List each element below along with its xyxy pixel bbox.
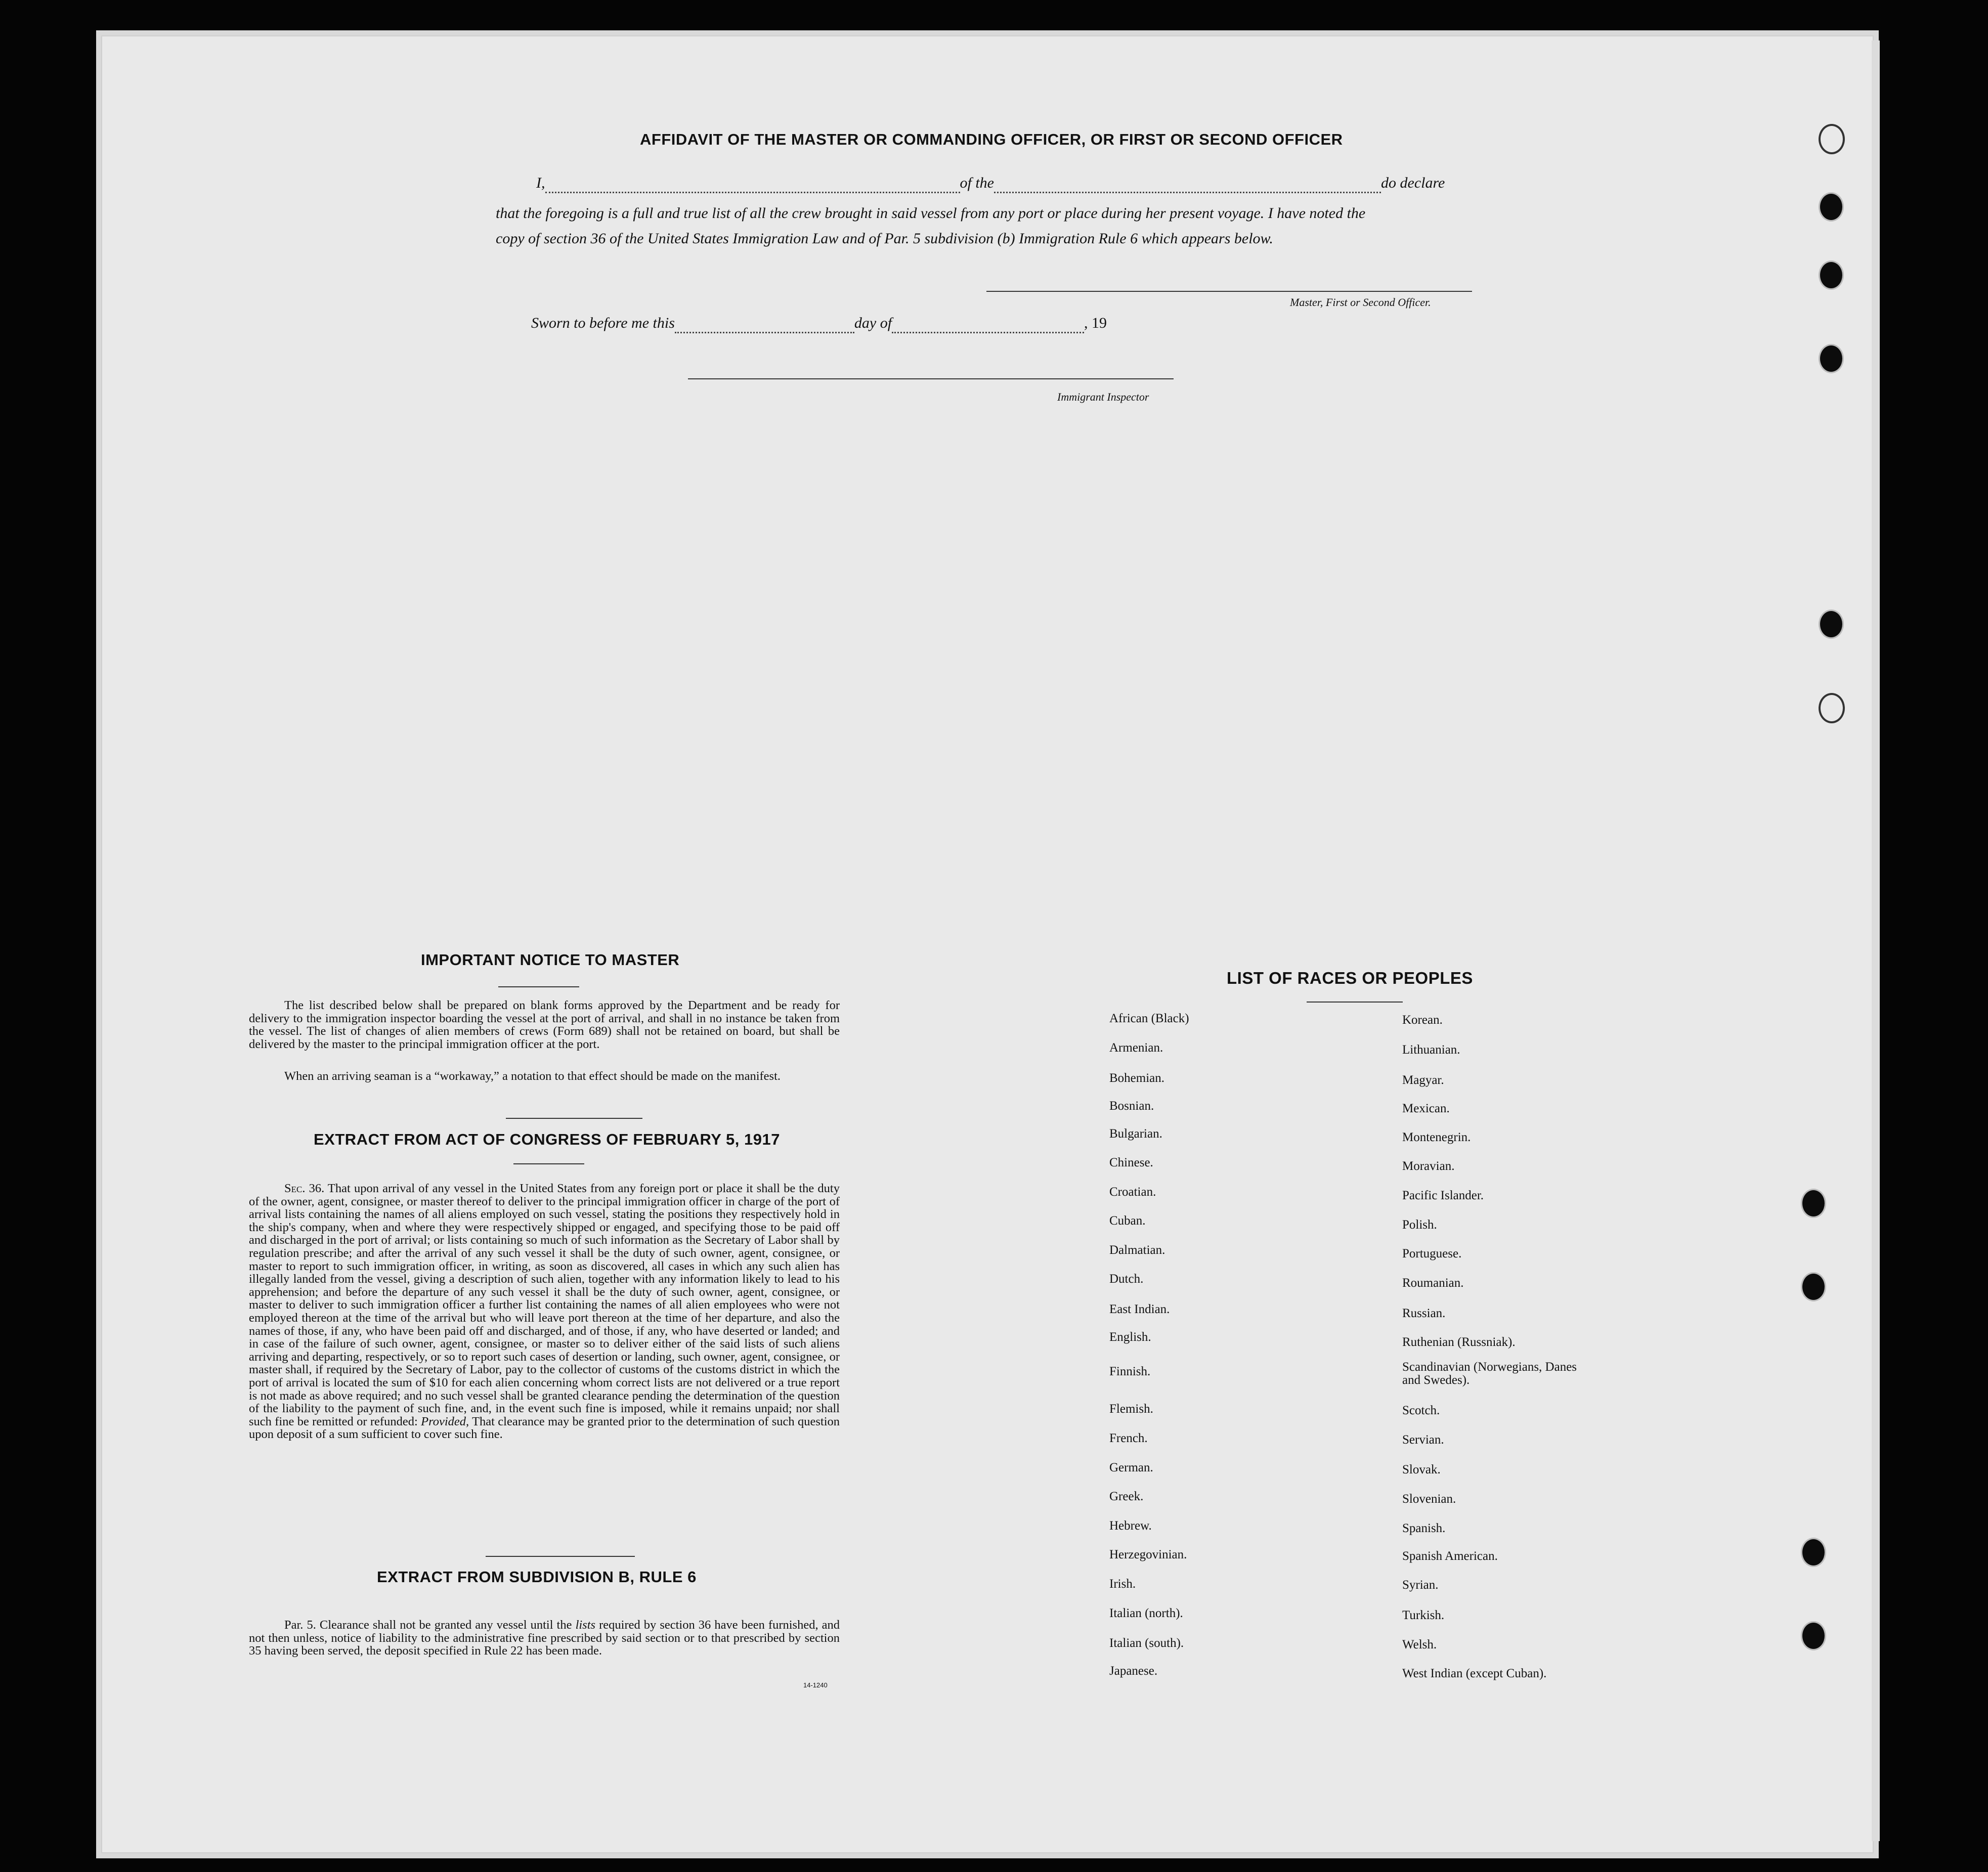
year-prefix: , 19	[1084, 315, 1107, 331]
right-race-item: Scotch.	[1402, 1404, 1440, 1417]
sec-label: Sec. 36.	[284, 1182, 325, 1195]
left-race-item: Finnish.	[1109, 1365, 1151, 1378]
right-race-item: West Indian (except Cuban).	[1402, 1667, 1547, 1680]
sworn-line	[531, 315, 1107, 333]
right-race-item: Welsh.	[1402, 1638, 1437, 1651]
right-race-item: Scandinavian (Norwegians, Danes and Swedes).	[1402, 1360, 1577, 1387]
left-race-item: French.	[1109, 1431, 1148, 1445]
do-declare-label: do declare	[1381, 175, 1445, 191]
right-race-item: Slovak.	[1402, 1463, 1441, 1476]
binder-hole	[1819, 693, 1845, 723]
right-race-item: Servian.	[1402, 1433, 1444, 1447]
right-race-item: Magyar.	[1402, 1073, 1444, 1087]
of-the-label: of the	[960, 175, 994, 191]
right-race-item: Moravian.	[1402, 1159, 1455, 1173]
rule-text-b: required by section 36 have been furnished, and not then unless, notice of liability to the administrative fine prescribed by said section or to that prescribed by section 35 having been served, the deposit specified in Rule 22 has been made.	[249, 1618, 840, 1658]
binder-hole	[1801, 1621, 1826, 1650]
notice-rule	[498, 986, 579, 987]
left-race-item: Bulgarian.	[1109, 1127, 1162, 1141]
binder-hole	[1819, 260, 1844, 290]
left-race-item: Cuban.	[1109, 1214, 1146, 1228]
left-race-item: Dutch.	[1109, 1272, 1144, 1286]
right-race-item: Slovenian.	[1402, 1492, 1456, 1506]
rule-paragraph	[249, 1619, 840, 1658]
affidavit-line-2: that the foregoing is a full and true list of all the crew brought in said vessel from any port or place during her present voyage. I have noted the	[496, 205, 1366, 222]
right-race-item: Roumanian.	[1402, 1276, 1464, 1290]
left-race-item: Flemish.	[1109, 1402, 1153, 1416]
i-label: I,	[536, 175, 545, 191]
binder-hole	[1801, 1189, 1826, 1218]
left-race-item: German.	[1109, 1461, 1153, 1474]
notice-paragraph-2: When an arriving seaman is a “workaway,” a notation to that effect should be made on the manifest.	[284, 1069, 781, 1083]
right-race-item: Syrian.	[1402, 1578, 1439, 1592]
affidavit-title: AFFIDAVIT OF THE MASTER OR COMMANDING OFFICER, OR FIRST OR SECOND OFFICER	[640, 130, 1343, 148]
vessel-blank	[994, 175, 1381, 193]
act-paragraph	[249, 1182, 840, 1441]
left-race-item: English.	[1109, 1330, 1151, 1344]
notice-paragraph-1: The list described below shall be prepared on blank forms approved by the Department and be ready for delivery to the immigration inspector boarding the vessel at the port of arrival, and shall in no instance be taken from the vessel. The list of changes of alien members of crews (Form 689) shall not be retained on board, but shall be delivered by the master to the principal immigration officer at the port.	[249, 998, 840, 1051]
right-race-item: Russian.	[1402, 1307, 1446, 1320]
right-race-item: Pacific Islander.	[1402, 1189, 1484, 1202]
binder-hole	[1819, 192, 1844, 222]
races-title: LIST OF RACES OR PEOPLES	[1227, 969, 1473, 987]
inspector-signature-line	[688, 378, 1174, 379]
right-race-item: Lithuanian.	[1402, 1043, 1460, 1057]
binder-hole	[1819, 344, 1844, 373]
left-race-item: Italian (north).	[1109, 1606, 1183, 1620]
right-race-item: Korean.	[1402, 1013, 1443, 1027]
document-page	[101, 35, 1874, 1853]
left-race-item: Croatian.	[1109, 1185, 1156, 1199]
binder-hole	[1819, 610, 1844, 639]
act-top-rule	[506, 1118, 642, 1119]
left-race-item: African (Black)	[1109, 1012, 1189, 1025]
lists-word: lists	[575, 1618, 596, 1632]
rule-text-a: Par. 5. Clearance shall not be granted any vessel until the	[284, 1618, 572, 1632]
affidavit-line-1	[536, 175, 1445, 193]
left-race-item: Bohemian.	[1109, 1071, 1165, 1085]
right-race-item: Portuguese.	[1402, 1247, 1462, 1260]
binder-hole	[1801, 1272, 1826, 1301]
binder-hole	[1819, 124, 1845, 154]
left-race-item: Herzegovinian.	[1109, 1548, 1187, 1561]
races-title-rule	[1307, 1002, 1403, 1003]
act-text: That upon arrival of any vessel in the United States from any foreign port or place it shall be the duty of the owner, agent, consignee, or master thereof to deliver to the principal immigration officer in charge of the port of arrival lists containing the names of all aliens employed on such vessel, stating the positions they respectively hold in the ship's company, when and where they were respectively shipped or engaged, and specifying those to be paid off and discharged in the port of arrival; or lists containing so much of such information as the Secretary of Labor shall by regulation prescribe; and after the arrival of any such vessel it shall be the duty of such owner, agent, consignee, or master to report to such immigration officer, in writing, as soon as discovered, all cases in which any such alien has illegally landed from the vessel, giving a description of such alien, together with any information likely to lead to his apprehension; and before the departure of any such vessel it shall be the duty of such owner, agent, consignee, or master to deliver to such immigration officer a further list containing the names of all alien employees who were not employed thereon at the time of the arrival but who will leave port thereon at the time of her departure, and also the names of those, if any, who have been paid off and discharged, and of those, if any, who have deserted or landed; and in case of the failure of such owner, agent, consignee, or master so to deliver either of the said lists of such aliens arriving and departing, respectively, or so to report such cases of desertion or landing, such owner, agent, consignee, or master shall, if required by the Secretary of Labor, pay to the collector of customs of the customs district in which the port of arrival is located the sum of $10 for each alien concerning whom correct lists are not delivered or a true report is not made as above required; and no such vessel shall be granted clearance pending the determination of the question of the liability to the payment of such fine, and, in the event such fine is imposed, while it remains unpaid; nor shall such fine be remitted or refunded:	[249, 1182, 840, 1428]
left-race-item: Hebrew.	[1109, 1519, 1152, 1533]
left-race-item: Italian (south).	[1109, 1636, 1184, 1650]
right-race-item: Polish.	[1402, 1218, 1437, 1232]
right-race-item: Spanish.	[1402, 1521, 1446, 1535]
inspector-label: Immigrant Inspector	[1057, 390, 1149, 403]
act-tail: That clearance may be granted prior to the determination of such question upon deposit of a sum sufficient to cover such fine.	[249, 1414, 840, 1442]
right-race-item: Spanish American.	[1402, 1549, 1498, 1563]
left-race-item: Greek.	[1109, 1490, 1144, 1503]
affidavit-line-3: copy of section 36 of the United States Immigration Law and of Par. 5 subdivision (b) Immigration Rule 6 which appears below.	[496, 230, 1273, 247]
left-race-item: East Indian.	[1109, 1302, 1170, 1316]
sworn-day-blank	[675, 315, 854, 333]
left-race-item: Bosnian.	[1109, 1099, 1154, 1113]
right-race-item: Ruthenian (Russniak).	[1402, 1335, 1516, 1349]
left-race-item: Chinese.	[1109, 1156, 1153, 1169]
day-of-label: day of	[854, 315, 892, 331]
master-signature-line	[986, 291, 1472, 292]
name-blank	[545, 175, 960, 193]
binder-hole	[1801, 1538, 1826, 1567]
sworn-label: Sworn to before me this	[531, 315, 675, 331]
page-edge	[1872, 40, 1880, 1841]
left-race-item: Irish.	[1109, 1577, 1136, 1591]
act-title: EXTRACT FROM ACT OF CONGRESS OF FEBRUARY 5, 1917	[314, 1130, 780, 1148]
left-race-item: Armenian.	[1109, 1041, 1163, 1055]
left-race-item: Japanese.	[1109, 1664, 1158, 1678]
notice-title: IMPORTANT NOTICE TO MASTER	[421, 951, 680, 969]
rule-title: EXTRACT FROM SUBDIVISION B, RULE 6	[377, 1568, 697, 1586]
rule-top-rule	[486, 1556, 635, 1557]
master-signature-label: Master, First or Second Officer.	[1290, 296, 1431, 309]
right-race-item: Mexican.	[1402, 1102, 1450, 1115]
left-race-item: Dalmatian.	[1109, 1243, 1165, 1257]
sworn-month-blank	[892, 315, 1084, 333]
act-title-rule	[513, 1163, 584, 1164]
form-number: 14-1240	[803, 1681, 828, 1689]
provided-word: Provided,	[421, 1414, 469, 1428]
right-race-item: Turkish.	[1402, 1608, 1445, 1622]
right-race-item: Montenegrin.	[1402, 1130, 1471, 1144]
